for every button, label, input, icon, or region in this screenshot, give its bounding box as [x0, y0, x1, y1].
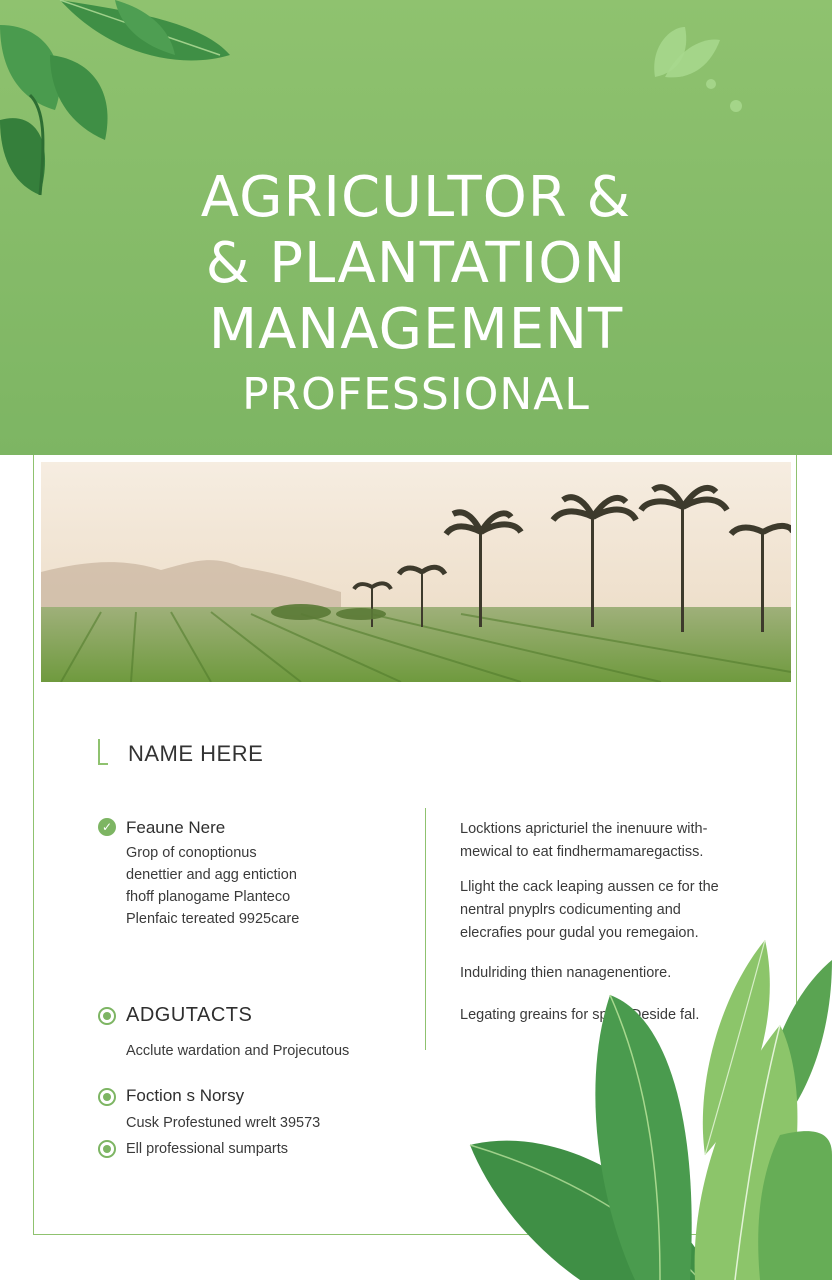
header-banner: [0, 0, 832, 455]
right-paragraph-line: nentral pnyplrs codicumenting and: [460, 902, 681, 918]
section4-line: Ell professional sumparts: [126, 1141, 288, 1157]
ring-bullet-icon: [98, 1140, 116, 1158]
column-divider: [425, 808, 426, 1050]
title-block: [0, 165, 832, 423]
right-paragraph-line: Llight the cack leaping aussen ce for the: [460, 879, 719, 895]
check-icon: ✓: [98, 818, 116, 836]
title-line-1: AGRICULTOR &: [200, 165, 632, 230]
section3-line: Cusk Profestuned wrelt 39573: [126, 1115, 321, 1131]
section1-line: denettier and agg entiction: [126, 867, 297, 883]
right-paragraph-line: Locktions apricturiel the inenuure with-: [460, 821, 708, 837]
right-paragraph-line: mewical to eat findhermamaregactiss.: [460, 844, 704, 860]
title-line-2: & PLANTATION: [205, 231, 627, 296]
plantation-photo: [41, 462, 791, 682]
name-accent-bar: [98, 739, 108, 765]
section1-line: Grop of conoptionus: [126, 845, 257, 861]
candidate-name: NAME HERE: [128, 741, 264, 766]
right-paragraph-line: Indulriding thien nanagenentiore.: [460, 965, 672, 981]
section1-line: fhoff planogame Planteco: [126, 889, 291, 905]
section2-heading: ADGUTACTS: [126, 1004, 253, 1026]
section1-line: Plenfaic tereated 9925care: [126, 911, 300, 927]
section2-line: Acclute wardation and Projecutous: [126, 1043, 350, 1059]
leaf-icon: [645, 22, 755, 117]
section1-heading: Feaune Nere: [126, 818, 226, 837]
ring-bullet-icon: [98, 1088, 116, 1106]
subtitle: PROFESSIONAL: [242, 369, 590, 420]
ring-bullet-icon: [98, 1007, 116, 1025]
right-paragraph-line: elecrafies pour gudal you remegaion.: [460, 925, 699, 941]
section3-heading: Foction s Norsy: [126, 1086, 245, 1105]
right-paragraph-line: Legating greains for speal Deside fal.: [460, 1007, 700, 1023]
title-line-3: MANAGEMENT: [208, 297, 624, 362]
leaf-cluster-bottom-right-icon: [460, 935, 832, 1280]
